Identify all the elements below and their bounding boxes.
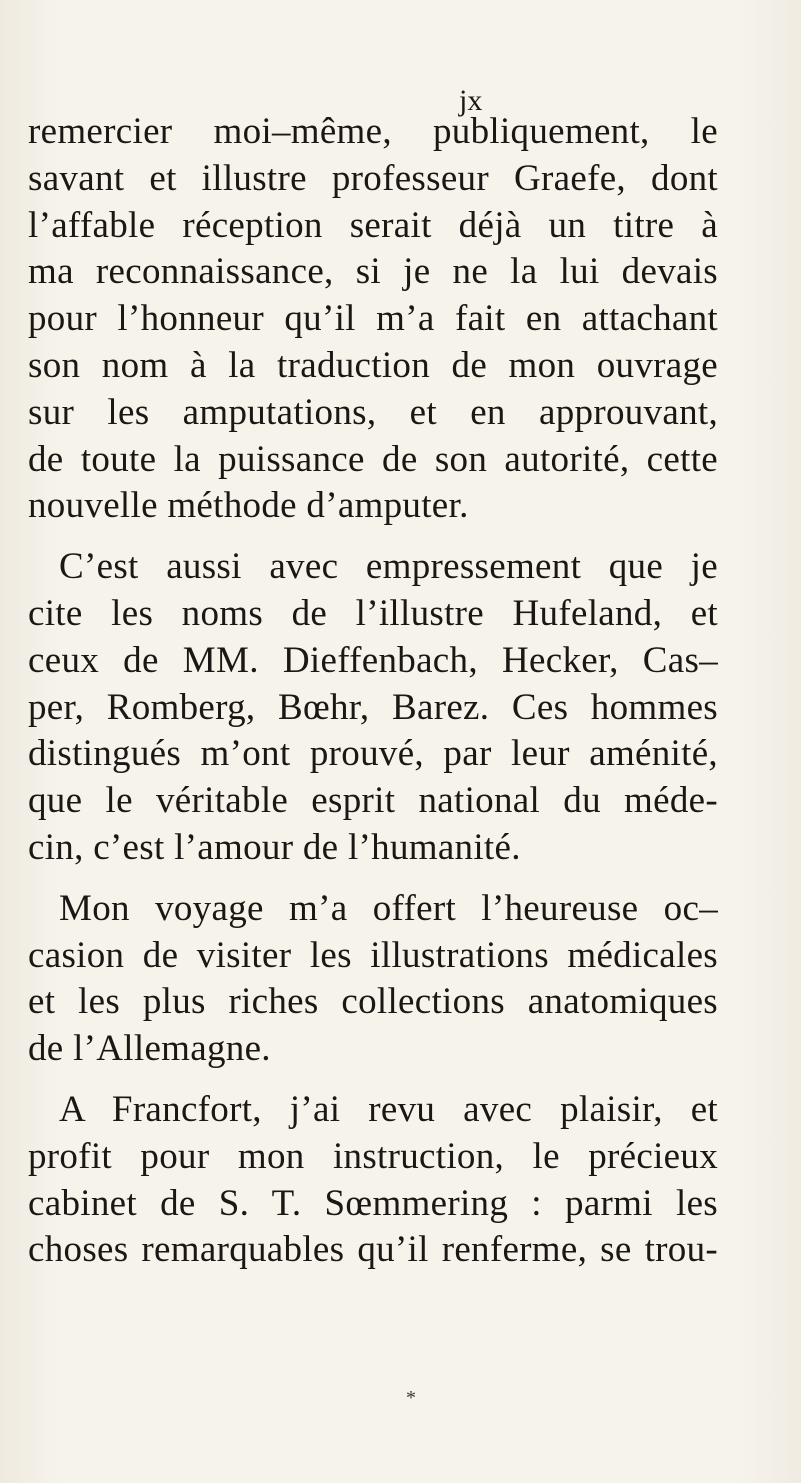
text-line: A Francfort, j’ai revu avec plaisir, et bbox=[59, 1088, 718, 1130]
text-line: l’affable réception serait déjà un titre à bbox=[28, 204, 718, 246]
signature-mark: * bbox=[406, 1387, 416, 1409]
text-line: distingués m’ont prouvé, par leur aménité, bbox=[28, 733, 718, 775]
body-text bbox=[28, 109, 718, 1274]
text-line: pour l’honneur qu’il m’a fait en attachant bbox=[28, 298, 718, 340]
text-line: que le véritable esprit national du méde- bbox=[28, 780, 718, 822]
text-line: cite les noms de l’illustre Hufeland, et bbox=[28, 592, 718, 634]
paragraph-2 bbox=[28, 544, 718, 872]
text-line: son nom à la traduction de mon ouvrage bbox=[28, 344, 718, 386]
text-line: Mon voyage m’a offert l’heureuse oc– bbox=[59, 887, 718, 929]
text-line: choses remarquables qu’il renferme, se trou- bbox=[28, 1229, 718, 1271]
text-line: sur les amputations, et en approuvant, bbox=[28, 391, 718, 433]
text-line: ma reconnaissance, si je ne la lui devais bbox=[28, 251, 718, 293]
text-line: casion de visiter les illustrations médicales bbox=[28, 934, 718, 976]
text-line: remercier moi–même, publiquement, le bbox=[28, 111, 718, 152]
text-line: de toute la puissance de son autorité, cette bbox=[28, 438, 718, 480]
page-number: jx bbox=[459, 84, 483, 117]
text-line: per, Romberg, Bœhr, Barez. Ces hommes bbox=[28, 686, 718, 728]
text-line: profit pour mon instruction, le précieux bbox=[28, 1135, 718, 1177]
text-line: C’est aussi avec empressement que je bbox=[59, 546, 718, 588]
text-line: et les plus riches collections anatomiques bbox=[28, 981, 718, 1023]
text-line: cin, c’est l’amour de l’humanité. bbox=[28, 826, 521, 868]
text-line: savant et illustre professeur Graefe, dont bbox=[28, 157, 718, 199]
paragraph-4 bbox=[28, 1087, 718, 1274]
paragraph-1 bbox=[28, 109, 718, 530]
text-line: cabinet de S. T. Sœmmering : parmi les bbox=[28, 1182, 718, 1224]
text-line: de l’Allemagne. bbox=[28, 1028, 271, 1070]
paragraph-3 bbox=[28, 886, 718, 1073]
text-line: nouvelle méthode d’amputer. bbox=[28, 485, 469, 527]
text-line: ceux de MM. Dieffenbach, Hecker, Cas– bbox=[28, 639, 718, 681]
